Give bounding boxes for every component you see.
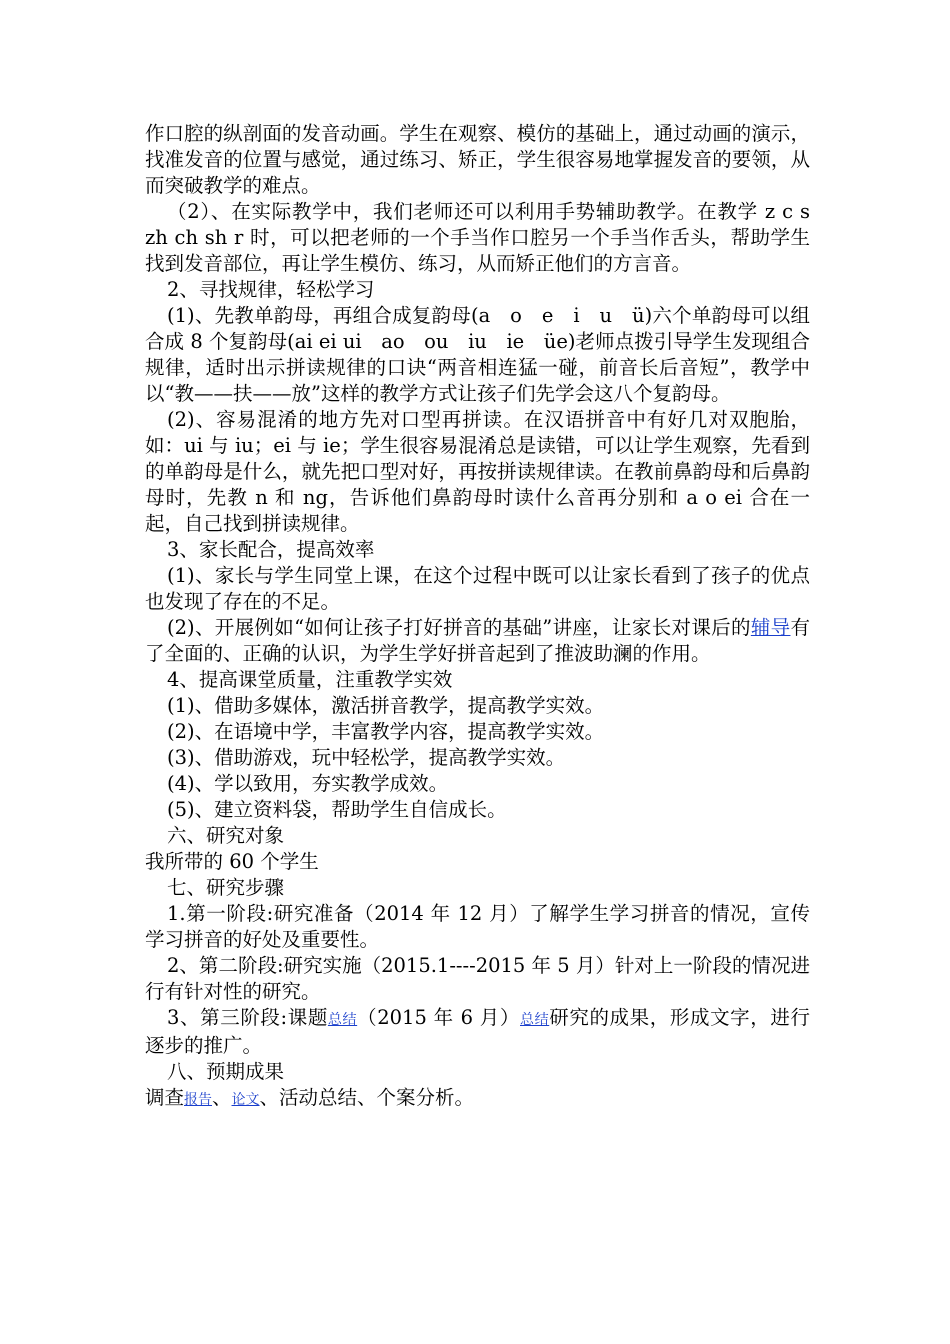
list-item: (1)、借助多媒体，激活拼音教学，提高教学实效。	[167, 694, 605, 717]
paragraph-results	[145, 1085, 810, 1113]
step-three	[145, 1005, 810, 1059]
paragraph-parents-attend: (1)、家长与学生同堂上课，在这个过程中既可以让家长看到了孩子的优点也发现了存在的不足。	[145, 564, 810, 613]
heading-research-steps: 七、研究步骤	[167, 876, 285, 899]
heading-classroom-quality: 4、提高课堂质量，注重教学实效	[167, 668, 453, 691]
step-two: 2、第二阶段:研究实施（2015.1----2015 年 5 月）针对上一阶段的情况进行有针对性的研究。	[145, 954, 810, 1003]
step-three-text-start: 3、第三阶段:课题	[167, 1006, 328, 1029]
document-body	[145, 121, 810, 1113]
paragraph-lecture	[145, 615, 810, 667]
report-link[interactable]: 报告	[184, 1092, 213, 1108]
paragraph-single-finals: (1)、先教单韵母，再组合成复韵母(a o e i u ü)六个单韵母可以组合成 8 个复韵母(ai ei ui ao ou iu ie üe)老师点拨引导学生发现组合规律，适时出示拼读规律的口诀“两音相连猛一碰，前音长后音短”，教学中以“教——扶——放”这样的教学方式让孩子们先学会这八个复韵母。	[145, 304, 810, 405]
heading-find-patterns: 2、寻找规律，轻松学习	[167, 278, 375, 301]
list-item: (4)、学以致用，夯实教学成效。	[167, 772, 449, 795]
results-separator: 、	[212, 1086, 232, 1109]
paragraph-hand-gesture: （2）、在实际教学中，我们老师还可以利用手势辅助教学。在教学 z c s zh ch sh r 时，可以把老师的一个手当作口腔另一个手当作舌头，帮助学生找到发音部位，再让学生模仿、练习，从而矫正他们的方言音。	[145, 200, 810, 275]
results-text-end: 、活动总结、个案分析。	[259, 1086, 475, 1109]
paragraph-students: 我所带的 60 个学生	[145, 850, 319, 873]
summary-link-1[interactable]: 总结	[327, 1012, 358, 1028]
list-item: (3)、借助游戏，玩中轻松学，提高教学实效。	[167, 746, 566, 769]
heading-parent-cooperation: 3、家长配合，提高效率	[167, 538, 375, 561]
heading-research-subjects: 六、研究对象	[167, 824, 285, 847]
step-three-text-end: 研究的成果，形成文字，进行逐步的推广。	[145, 1006, 810, 1057]
list-item: (5)、建立资料袋，帮助学生自信成长。	[167, 798, 507, 821]
lecture-text-start: (2)、开展例如“如何让孩子打好拼音的基础”讲座，让家长对课后的	[167, 616, 751, 639]
list-item: (2)、在语境中学，丰富教学内容，提高教学实效。	[167, 720, 605, 743]
results-text-start: 调查	[145, 1086, 185, 1109]
summary-link-2[interactable]: 总结	[520, 1012, 550, 1028]
step-three-date: （2015 年 6 月）	[357, 1006, 521, 1029]
lecture-text-end: 有了全面的、正确的认识，为学生学好拼音起到了推波助澜的作用。	[145, 616, 810, 665]
tutoring-link[interactable]: 辅导	[750, 616, 791, 639]
paragraph-pronunciation-animation: 作口腔的纵剖面的发音动画。学生在观察、模仿的基础上，通过动画的演示，找准发音的位置与感觉，通过练习、矫正，学生很容易地掌握发音的要领，从而突破教学的难点。	[145, 122, 810, 197]
paragraph-confusable-finals: (2)、容易混淆的地方先对口型再拼读。在汉语拼音中有好几对双胞胎，如：ui 与 iu；ei 与 ie；学生很容易混淆总是读错，可以让学生观察，先看到的单韵母是什么，就先把口型对好，再按拼读规律读。在教前鼻韵母和后鼻韵母时，先教 n 和 ng，告诉他们鼻韵母时读什么音再分别和 a o ei 合在一起，自己找到拼读规律。	[145, 408, 810, 535]
paper-link[interactable]: 论文	[231, 1092, 260, 1108]
heading-expected-results: 八、预期成果	[167, 1060, 285, 1083]
step-one: 1.第一阶段:研究准备（2014 年 12 月）了解学生学习拼音的情况，宣传学习拼音的好处及重要性。	[145, 902, 810, 951]
